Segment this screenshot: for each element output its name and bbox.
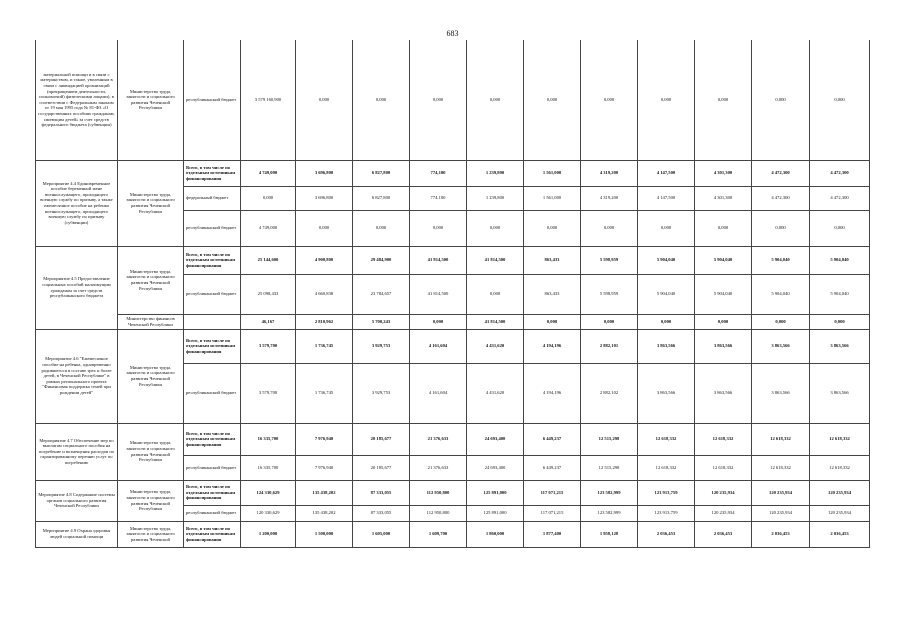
- amount-cell: 5 700,243: [353, 314, 410, 329]
- amount-cell: 1 958,128: [581, 521, 638, 547]
- amount-cell: 0,000: [638, 40, 695, 160]
- amount-cell: 1 561,000: [524, 160, 581, 186]
- amount-cell: 0,000: [810, 314, 870, 329]
- amount-cell: 135 438,202: [296, 505, 353, 521]
- amount-cell: 4 147,500: [638, 160, 695, 186]
- measure-name: Мероприятие 4.6 "Ежемесячное пособие на ребенка, одновременно родившегося в составе трех и более детей, в Чеченской Республике" в рамках регионального проекта "Финансовая поддержка семей при рождении детей": [36, 329, 118, 423]
- amount-cell: 120 235,934: [810, 480, 870, 505]
- amount-cell: 2 036,453: [638, 521, 695, 547]
- responsible-executor: Министерство труда, занятости и социального развития Чеченской Республики: [118, 329, 184, 423]
- amount-cell: 3 863,566: [695, 329, 752, 363]
- amount-cell: 4 472,300: [810, 160, 870, 186]
- amount-cell: 0,000: [410, 210, 467, 246]
- amount-cell: 4 660,838: [296, 274, 353, 314]
- amount-cell: 774,100: [410, 160, 467, 186]
- amount-cell: 4 194,196: [524, 363, 581, 423]
- table-row: [36, 329, 870, 363]
- amount-cell: 6 449,237: [524, 455, 581, 480]
- amount-cell: 120 235,934: [695, 480, 752, 505]
- amount-cell: 41 814,500: [467, 314, 524, 329]
- funding-source: республиканский бюджет: [184, 210, 241, 246]
- amount-cell: 5 904,040: [638, 274, 695, 314]
- amount-cell: 5 598,959: [581, 274, 638, 314]
- amount-cell: 3 863,566: [638, 363, 695, 423]
- page-number: 683: [446, 29, 459, 38]
- amount-cell: 25 098,433: [241, 274, 296, 314]
- amount-cell: 0,000: [695, 210, 752, 246]
- amount-cell: 3 579,700: [241, 363, 296, 423]
- amount-cell: 0,000: [638, 314, 695, 329]
- amount-cell: 1 200,000: [241, 521, 296, 547]
- amount-cell: 117 071,215: [524, 505, 581, 521]
- amount-cell: 0,000: [695, 40, 752, 160]
- amount-cell: 0,000: [581, 314, 638, 329]
- amount-cell: 0,000: [752, 314, 810, 329]
- amount-cell: 120 235,934: [695, 505, 752, 521]
- amount-cell: 41 814,500: [410, 246, 467, 274]
- amount-cell: 4 161,604: [410, 329, 467, 363]
- amount-cell: 41 814,500: [410, 274, 467, 314]
- amount-cell: 120 235,934: [810, 505, 870, 521]
- amount-cell: 24 693,400: [467, 455, 524, 480]
- responsible-executor: Министерство труда, занятости и социального развития Чеченской: [118, 521, 184, 547]
- amount-cell: 1 239,800: [467, 160, 524, 186]
- amount-cell: 5 904,040: [638, 246, 695, 274]
- amount-cell: 0,000: [810, 210, 870, 246]
- amount-cell: 124 330,629: [241, 480, 296, 505]
- amount-cell: 1 736,745: [296, 329, 353, 363]
- amount-cell: 0,000: [467, 210, 524, 246]
- amount-cell: 863,433: [524, 274, 581, 314]
- amount-cell: 29 484,900: [353, 246, 410, 274]
- measure-name: Мероприятие 4.8 Содержание системы органов социального развития Чеченской Республики: [36, 480, 118, 521]
- amount-cell: 123 582,999: [581, 480, 638, 505]
- amount-cell: 20 185,677: [353, 455, 410, 480]
- amount-cell: 2 882,101: [581, 329, 638, 363]
- amount-cell: 0,000: [524, 210, 581, 246]
- amount-cell: 12 515,298: [581, 455, 638, 480]
- amount-cell: 20 185,677: [353, 423, 410, 455]
- amount-cell: 7 976,940: [296, 455, 353, 480]
- amount-cell: 2 810,962: [296, 314, 353, 329]
- amount-cell: 117 071,215: [524, 480, 581, 505]
- amount-cell: 0,000: [581, 40, 638, 160]
- amount-cell: 120 235,934: [752, 480, 810, 505]
- amount-cell: 1 609,700: [410, 521, 467, 547]
- amount-cell: 1 561,000: [524, 186, 581, 210]
- responsible-executor: Министерство труда, занятости и социального развития Чеченской Республики: [118, 423, 184, 480]
- measure-name: Мероприятие 4.7 Обеспечение мер по выплатам социального пособия на погребение и возмещения расходов по гарантированному перечню услуг по погребению: [36, 423, 118, 480]
- amount-cell: 12 515,298: [581, 423, 638, 455]
- amount-cell: 21 376,633: [410, 455, 467, 480]
- amount-cell: 0,000: [810, 40, 870, 160]
- amount-cell: 3 863,566: [638, 329, 695, 363]
- amount-cell: 3 929,753: [353, 363, 410, 423]
- amount-cell: 21 376,633: [410, 423, 467, 455]
- amount-cell: 12 618,332: [695, 455, 752, 480]
- table-row: [36, 480, 870, 505]
- amount-cell: 4 472,300: [752, 160, 810, 186]
- amount-cell: 23 784,657: [353, 274, 410, 314]
- amount-cell: 120 330,629: [241, 505, 296, 521]
- amount-cell: 12 618,332: [638, 423, 695, 455]
- responsible-executor: Министерство труда, занятости и социального развития Чеченской Республики: [118, 160, 184, 246]
- amount-cell: 3 863,566: [752, 329, 810, 363]
- funding-source: республиканский бюджет: [184, 363, 241, 423]
- table-row: [36, 423, 870, 455]
- funding-source: Всего, в том числе по отдельным источникам финансирования: [184, 480, 241, 505]
- amount-cell: 6 827,800: [353, 186, 410, 210]
- table-row: [36, 246, 870, 274]
- funding-source: Всего, в том числе по отдельным источникам финансирования: [184, 423, 241, 455]
- measure-name: Мероприятие 4.9 Охрана здоровья людей социальной помощи: [36, 521, 118, 547]
- amount-cell: 3 696,800: [296, 160, 353, 186]
- amount-cell: 774,100: [410, 186, 467, 210]
- amount-cell: 12 618,332: [638, 455, 695, 480]
- table-row: [36, 160, 870, 186]
- amount-cell: 0,000: [296, 210, 353, 246]
- amount-cell: 3 929,753: [353, 329, 410, 363]
- amount-cell: 0,000: [752, 210, 810, 246]
- amount-cell: 1 239,800: [467, 186, 524, 210]
- amount-cell: 4 194,196: [524, 329, 581, 363]
- table-row: [36, 314, 870, 329]
- amount-cell: 5 904,040: [752, 246, 810, 274]
- amount-cell: 5 904,040: [810, 274, 870, 314]
- amount-cell: 1 860,000: [467, 521, 524, 547]
- amount-cell: 2 036,453: [695, 521, 752, 547]
- amount-cell: 4 472,300: [752, 186, 810, 210]
- funding-source: Всего, в том числе по отдельным источникам финансирования: [184, 246, 241, 274]
- amount-cell: 0,000: [353, 210, 410, 246]
- table-row: [36, 521, 870, 547]
- amount-cell: 7 976,940: [296, 423, 353, 455]
- amount-cell: 6 827,800: [353, 160, 410, 186]
- amount-cell: 4 301,300: [695, 160, 752, 186]
- amount-cell: 0,000: [410, 40, 467, 160]
- amount-cell: 123 582,999: [581, 505, 638, 521]
- amount-cell: 16 335,700: [241, 455, 296, 480]
- amount-cell: 4 900,800: [296, 246, 353, 274]
- amount-cell: 3 863,566: [695, 363, 752, 423]
- amount-cell: 0,000: [581, 210, 638, 246]
- amount-cell: 0,000: [524, 40, 581, 160]
- amount-cell: 16 335,700: [241, 423, 296, 455]
- amount-cell: 0,000: [524, 314, 581, 329]
- amount-cell: 135 438,202: [296, 480, 353, 505]
- amount-cell: 3 863,566: [810, 329, 870, 363]
- amount-cell: 4 161,604: [410, 363, 467, 423]
- amount-cell: 0,000: [353, 40, 410, 160]
- responsible-executor: Министерство финансов Чеченской Республики: [118, 314, 184, 329]
- amount-cell: 863,433: [524, 246, 581, 274]
- amount-cell: 4 147,500: [638, 186, 695, 210]
- amount-cell: 12 618,332: [810, 455, 870, 480]
- amount-cell: 1 605,000: [353, 521, 410, 547]
- amount-cell: 125 891,000: [467, 480, 524, 505]
- responsible-executor: Министерство труда, занятости и социального развития Чеченской Республики: [118, 40, 184, 160]
- amount-cell: 12 618,332: [752, 455, 810, 480]
- funding-source: [184, 314, 241, 329]
- amount-cell: 112 950,800: [410, 505, 467, 521]
- amount-cell: 120 235,934: [752, 505, 810, 521]
- funding-source: Всего, в том числе по отдельным источникам финансирования: [184, 329, 241, 363]
- amount-cell: 0,000: [752, 40, 810, 160]
- amount-cell: 12 618,332: [810, 423, 870, 455]
- measure-name: Мероприятие 4.4 Единовременное пособие беременной жене военнослужащего, проходящего военную службу по призыву, а также ежемесячное пособие на ребенка военнослужащего, проходящего военную службу по призыву (субвенции): [36, 160, 118, 246]
- amount-cell: 4 472,300: [810, 186, 870, 210]
- amount-cell: 4 431,620: [467, 329, 524, 363]
- amount-cell: 4 749,000: [241, 210, 296, 246]
- amount-cell: 0,000: [467, 274, 524, 314]
- amount-cell: 24 693,400: [467, 423, 524, 455]
- funding-source: республиканский бюджет: [184, 274, 241, 314]
- responsible-executor: Министерство труда, занятости и социального развития Чеченской Республики: [118, 246, 184, 314]
- budget-table: [35, 40, 870, 548]
- amount-cell: 12 618,332: [695, 423, 752, 455]
- amount-cell: 0,000: [638, 210, 695, 246]
- amount-cell: 2 036,453: [810, 521, 870, 547]
- funding-source: республиканский бюджет: [184, 505, 241, 521]
- funding-source: Всего, в том числе по отдельным источникам финансирования: [184, 521, 241, 547]
- amount-cell: 112 950,800: [410, 480, 467, 505]
- amount-cell: 3 863,566: [752, 363, 810, 423]
- amount-cell: 2 036,453: [752, 521, 810, 547]
- amount-cell: 12 618,332: [752, 423, 810, 455]
- amount-cell: 3 579 160,900: [241, 40, 296, 160]
- funding-source: федеральный бюджет: [184, 186, 241, 210]
- amount-cell: 3 863,566: [810, 363, 870, 423]
- measure-name: Мероприятие 4.5 Предоставление социальных пособий малоимущим гражданам за счет средств республиканского бюджета: [36, 246, 118, 329]
- amount-cell: 1 500,000: [296, 521, 353, 547]
- responsible-executor: Министерство труда, занятости и социального развития Чеченской Республики: [118, 480, 184, 521]
- amount-cell: 1 877,400: [524, 521, 581, 547]
- amount-cell: 125 891,000: [467, 505, 524, 521]
- amount-cell: 4 431,620: [467, 363, 524, 423]
- amount-cell: 6 449,237: [524, 423, 581, 455]
- amount-cell: 4 319,200: [581, 186, 638, 210]
- amount-cell: 87 333,055: [353, 480, 410, 505]
- amount-cell: 0,000: [467, 40, 524, 160]
- amount-cell: 0,000: [241, 186, 296, 210]
- amount-cell: 5 904,040: [810, 246, 870, 274]
- amount-cell: 41 814,500: [467, 246, 524, 274]
- amount-cell: 1 736,745: [296, 363, 353, 423]
- amount-cell: 5 904,040: [752, 274, 810, 314]
- amount-cell: 123 913,759: [638, 480, 695, 505]
- amount-cell: 123 913,759: [638, 505, 695, 521]
- amount-cell: 46,167: [241, 314, 296, 329]
- amount-cell: 87 333,055: [353, 505, 410, 521]
- amount-cell: 5 598,959: [581, 246, 638, 274]
- amount-cell: 0,000: [410, 314, 467, 329]
- amount-cell: 2 882,102: [581, 363, 638, 423]
- amount-cell: 3 696,800: [296, 186, 353, 210]
- measure-name: материальной помощи и в связи с материнством, и также, уволенным в связи с ликвидацией организаций (прекращением деятельности, полномочий) физическими лицами), в соответствии с Федеральным законом от 19 мая 1995 года № 81-ФЗ «О государственных пособиях гражданам, имеющим детей» за счет средств федерального бюджета (субвенции): [36, 40, 118, 160]
- amount-cell: 0,000: [695, 314, 752, 329]
- funding-source: республиканский бюджет: [184, 40, 241, 160]
- amount-cell: 4 301,300: [695, 186, 752, 210]
- table-row: [36, 40, 870, 160]
- amount-cell: 25 144,600: [241, 246, 296, 274]
- amount-cell: 0,000: [296, 40, 353, 160]
- funding-source: республиканский бюджет: [184, 455, 241, 480]
- amount-cell: 4 319,200: [581, 160, 638, 186]
- amount-cell: 4 749,000: [241, 160, 296, 186]
- amount-cell: 3 579,700: [241, 329, 296, 363]
- amount-cell: 5 904,040: [695, 274, 752, 314]
- amount-cell: 5 904,040: [695, 246, 752, 274]
- funding-source: Всего, в том числе по отдельным источникам финансирования: [184, 160, 241, 186]
